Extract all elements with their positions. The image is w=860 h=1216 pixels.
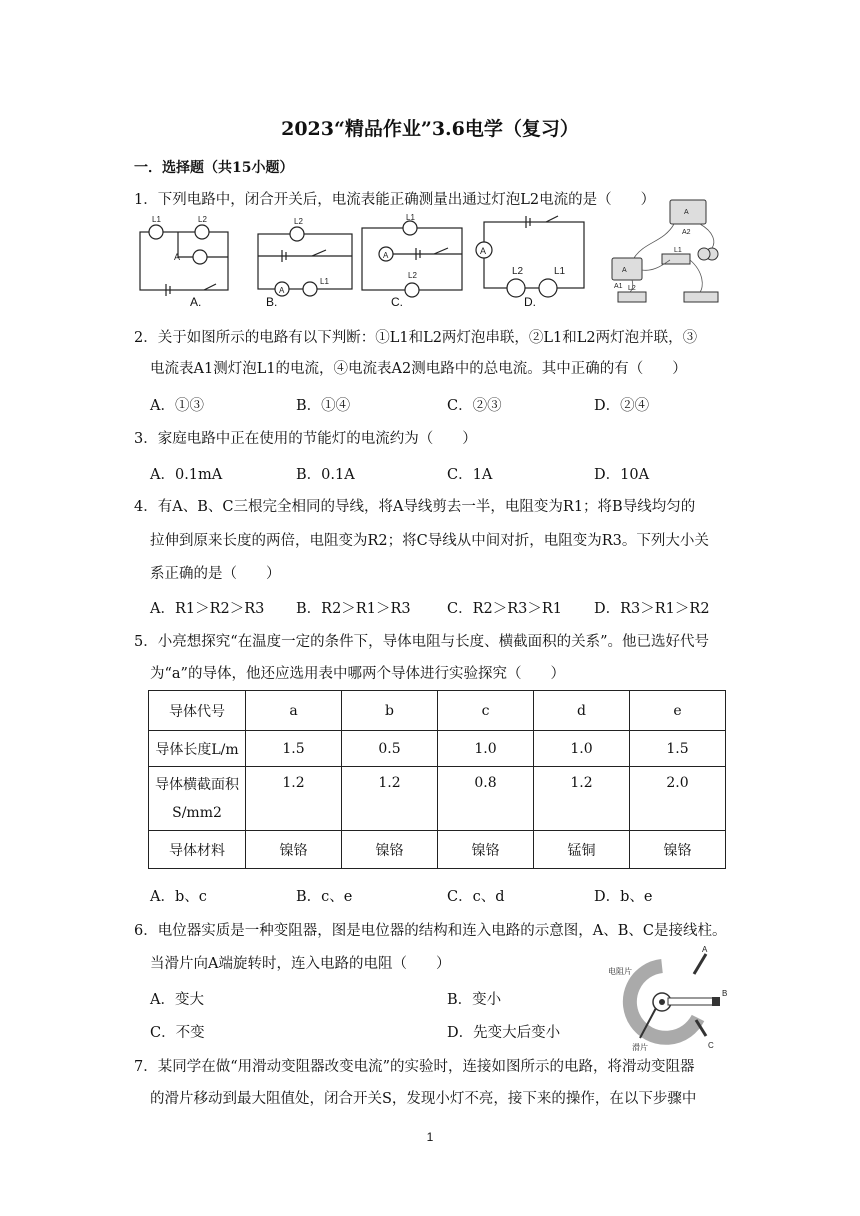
question-5-line-1: 5．小亮想探究“在温度一定的条件下，导体电阻与长度、横截面积的关系”。他已选好代号 xyxy=(134,634,710,650)
table-cell: 导体横截面积S/mm2 xyxy=(149,767,246,831)
label-resistor-film: 电阻片 xyxy=(608,967,632,976)
question-2-line-2: 电流表A1测灯泡L1的电流，④电流表A2测电路中的总电流。其中正确的有（ ） xyxy=(150,361,687,377)
table-cell: b xyxy=(342,691,438,731)
q4-option-c: C．R2＞R3＞R1 xyxy=(447,601,563,617)
question-1-stem: 1．下列电路中，闭合开关后，电流表能正确测量出通过灯泡L2电流的是（ ） xyxy=(134,192,656,208)
q3-option-c: C．1A xyxy=(447,467,493,483)
q5-option-b: B．c、e xyxy=(296,889,353,905)
table-cell: 1.0 xyxy=(438,731,534,767)
svg-text:A2: A2 xyxy=(682,229,691,236)
table-cell: 导体长度L/m xyxy=(149,731,246,767)
table-cell: 1.0 xyxy=(534,731,630,767)
table-row xyxy=(149,767,726,831)
q6-option-b: B．变小 xyxy=(447,992,502,1008)
label-terminal-c: C xyxy=(708,1041,714,1050)
question-6-line-1: 6．电位器实质是一种变阻器，图是电位器的结构和连入电路的示意图，A、B、C是接线柱。 xyxy=(134,923,727,939)
q3-option-b: B．0.1A xyxy=(296,467,355,483)
svg-text:L1: L1 xyxy=(406,213,415,222)
table-row xyxy=(149,831,726,869)
svg-text:L1: L1 xyxy=(554,266,566,277)
table-cell: 1.5 xyxy=(246,731,342,767)
table-cell: 锰铜 xyxy=(534,831,630,869)
svg-text:L2: L2 xyxy=(628,285,636,292)
svg-text:A1: A1 xyxy=(614,283,623,290)
q6-option-c: C．不变 xyxy=(150,1025,205,1041)
q6-option-d: D．先变大后变小 xyxy=(447,1025,561,1041)
table-cell: 1.2 xyxy=(342,767,438,831)
svg-text:L2: L2 xyxy=(408,271,417,280)
table-cell: 1.2 xyxy=(534,767,630,831)
q5-option-c: C．c、d xyxy=(447,889,505,905)
q5-option-a: A．b、c xyxy=(150,889,207,905)
q2-option-c: C．②③ xyxy=(447,398,502,414)
svg-text:L1: L1 xyxy=(152,215,161,224)
svg-text:L2: L2 xyxy=(512,266,524,277)
q4-option-d: D．R3＞R1＞R2 xyxy=(594,601,710,617)
question-2-circuit-figure xyxy=(604,192,726,314)
table-cell: 1.2 xyxy=(246,767,342,831)
table-cell: 0.5 xyxy=(342,731,438,767)
question-6-line-2: 当滑片向A端旋转时，连入电路的电阻（ ） xyxy=(150,956,451,972)
table-cell: d xyxy=(534,691,630,731)
table-cell: 导体代号 xyxy=(149,691,246,731)
q6-option-a: A．变大 xyxy=(150,992,204,1008)
svg-text:A: A xyxy=(622,267,627,274)
question-2-line-1: 2．关于如图所示的电路有以下判断：①L1和L2两灯泡串联，②L1和L2两灯泡并联，③ xyxy=(134,330,698,346)
svg-text:L2: L2 xyxy=(294,217,303,226)
q1-label-c: C. xyxy=(391,295,403,309)
q1-label-d: D. xyxy=(524,295,536,309)
table-cell: a xyxy=(246,691,342,731)
table-cell: 0.8 xyxy=(438,767,534,831)
table-cell: 镍铬 xyxy=(342,831,438,869)
table-cell: 镍铬 xyxy=(246,831,342,869)
section-heading: 一．选择题（共15小题） xyxy=(134,160,294,176)
table-cell: e xyxy=(630,691,726,731)
q2-option-d: D．②④ xyxy=(594,398,650,414)
svg-text:A: A xyxy=(480,246,487,256)
table-row xyxy=(149,691,726,731)
table-cell: 1.5 xyxy=(630,731,726,767)
page-title: 2023“精品作业”3.6电学（复习） xyxy=(281,118,579,140)
svg-text:A: A xyxy=(279,286,285,295)
page-number: 1 xyxy=(426,1130,434,1144)
question-1-circuit-diagrams xyxy=(134,212,604,310)
svg-text:L1: L1 xyxy=(674,247,682,254)
table-cell: 镍铬 xyxy=(438,831,534,869)
svg-text:L2: L2 xyxy=(198,215,207,224)
table-cell: 镍铬 xyxy=(630,831,726,869)
svg-text:A: A xyxy=(684,209,689,216)
potentiometer-figure xyxy=(608,944,734,1052)
conductor-table xyxy=(148,690,726,869)
q1-label-a: A. xyxy=(190,295,202,309)
question-5-line-2: 为“a”的导体，他还应选用表中哪两个导体进行实验探究（ ） xyxy=(150,666,565,682)
question-4-line-3: 系正确的是（ ） xyxy=(150,566,281,582)
svg-text:L1: L1 xyxy=(320,277,329,286)
q5-option-d: D．b、e xyxy=(594,889,653,905)
table-cell: c xyxy=(438,691,534,731)
question-4-line-1: 4．有A、B、C三根完全相同的导线，将A导线剪去一半，电阻变为R1；将B导线均匀的 xyxy=(134,499,696,515)
question-4-line-2: 拉伸到原来长度的两倍，电阻变为R2；将C导线从中间对折，电阻变为R3。下列大小关 xyxy=(150,533,709,549)
q2-option-a: A．①③ xyxy=(150,398,204,414)
label-terminal-b: B xyxy=(722,989,728,998)
table-cell: 导体材料 xyxy=(149,831,246,869)
q3-option-d: D．10A xyxy=(594,467,650,483)
label-terminal-a: A xyxy=(702,945,708,954)
question-3-stem: 3．家庭电路中正在使用的节能灯的电流约为（ ） xyxy=(134,431,477,447)
svg-text:A: A xyxy=(383,251,389,260)
q4-option-a: A．R1＞R2＞R3 xyxy=(150,601,265,617)
q1-label-b: B. xyxy=(266,295,278,309)
q4-option-b: B．R2＞R1＞R3 xyxy=(296,601,411,617)
question-7-line-2: 的滑片移动到最大阻值处，闭合开关S，发现小灯不亮，接下来的操作，在以下步骤中 xyxy=(150,1091,697,1107)
label-slider: 滑片 xyxy=(632,1043,648,1052)
table-row xyxy=(149,731,726,767)
q2-option-b: B．①④ xyxy=(296,398,351,414)
svg-text:A: A xyxy=(173,252,181,262)
question-7-line-1: 7．某同学在做“用滑动变阻器改变电流”的实验时，连接如图所示的电路，将滑动变阻器 xyxy=(134,1059,695,1075)
table-cell: 2.0 xyxy=(630,767,726,831)
q3-option-a: A．0.1mA xyxy=(150,467,223,483)
